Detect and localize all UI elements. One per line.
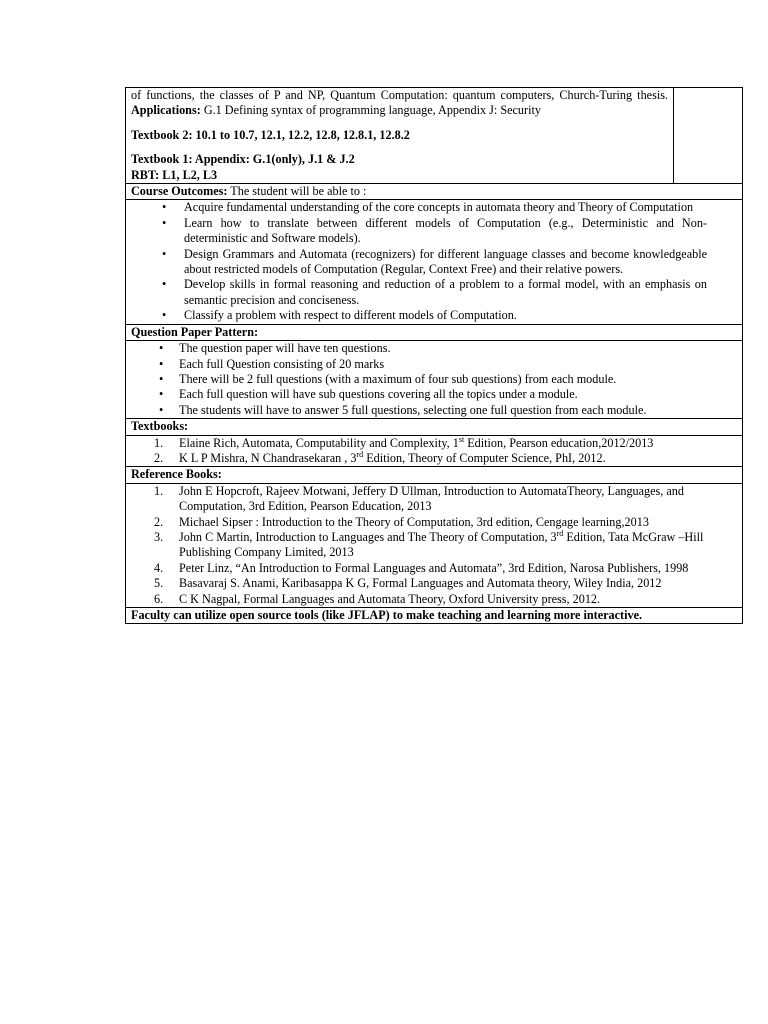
list-item: • Classify a problem with respect to different models of Computation. xyxy=(184,308,737,323)
reference-books-list xyxy=(131,484,737,607)
citation-text: Basavaraj S. Anami, Karibasappa K G, Formal Languages and Automata theory, Wiley India, 2012 xyxy=(179,576,662,591)
item-number: 1. xyxy=(154,435,164,450)
citation-text: John C Martin, Introduction to Languages and The Theory of Computation, 3 xyxy=(179,529,557,544)
course-outcomes-cell xyxy=(126,200,743,324)
course-outcomes-intro: The student will be able to : xyxy=(230,184,367,199)
item-number: 2. xyxy=(154,514,164,529)
course-outcomes-list xyxy=(131,200,737,323)
textbooks-row xyxy=(126,435,743,467)
footer-row xyxy=(126,608,743,624)
citation-text: Elaine Rich, Automata, Computability and Complexity, 1 xyxy=(179,435,459,450)
module-content-cell xyxy=(126,88,674,184)
applications-label: Applications: xyxy=(131,103,201,118)
rbt-levels: RBT: L1, L2, L3 xyxy=(131,167,218,182)
list-item xyxy=(154,528,737,561)
item-number: 4. xyxy=(154,560,164,575)
textbooks-list xyxy=(131,436,737,467)
module-description xyxy=(131,88,668,119)
reference-books-header: Reference Books: xyxy=(126,467,743,483)
item-number: 6. xyxy=(154,591,164,606)
list-item xyxy=(154,576,737,591)
citation-text-rest: Edition, Theory of Computer Science, PhI, 2012. xyxy=(363,450,606,465)
list-item xyxy=(154,483,737,515)
syllabus-table xyxy=(125,87,743,624)
list-item: • Design Grammars and Automata (recognizers) for different language classes and become knowledgeable about restricted models of Computation (Regular, Context Free) and their relative powers. xyxy=(184,247,737,278)
citation-text: John E Hopcroft, Rajeev Motwani, Jeffery D Ullman, Introduction to AutomataTheory, Languages, and Computation, 3rd Edition, Pearson Education, 2013 xyxy=(179,483,684,514)
citation-text: K L P Mishra, N Chandrasekaran , 3 xyxy=(179,450,357,465)
list-item xyxy=(154,434,737,451)
list-item: • There will be 2 full questions (with a maximum of four sub questions) from each module. xyxy=(179,372,737,387)
list-item: • Develop skills in formal reasoning and reduction of a problem to a formal model, with an emphasis on semantic precision and conciseness. xyxy=(184,277,737,308)
list-item xyxy=(154,514,737,530)
list-item xyxy=(154,449,737,466)
list-item: • The question paper will have ten questions. xyxy=(179,341,737,356)
course-outcomes-row xyxy=(126,200,743,324)
question-paper-header: Question Paper Pattern: xyxy=(126,324,743,340)
textbook1-reference: Textbook 1: Appendix: G.1(only), J.1 & J.2 xyxy=(131,152,355,167)
citation-text-rest: Edition, Tata McGraw –Hill Publishing Company Limited, 2013 xyxy=(179,529,704,560)
course-outcomes-header xyxy=(126,184,743,200)
list-item: • Learn how to translate between different models of Computation (e.g., Deterministic and Non-deterministic and Software models). xyxy=(184,216,737,247)
module-row xyxy=(126,88,743,184)
applications-text: G.1 Defining syntax of programming language, Appendix J: Security xyxy=(203,103,541,118)
question-paper-row xyxy=(126,341,743,419)
textbook2-reference: Textbook 2: 10.1 to 10.7, 12.1, 12.2, 12.8, 12.8.1, 12.8.2 xyxy=(131,127,410,142)
ordinal-suffix: rd xyxy=(556,528,564,538)
list-item: • Acquire fundamental understanding of the core concepts in automata theory and Theory of Computation xyxy=(184,200,737,215)
citation-text: Michael Sipser : Introduction to the Theory of Computation, 3rd edition, Cengage learning,2013 xyxy=(179,514,649,529)
hours-cell xyxy=(674,88,743,184)
question-paper-list xyxy=(131,341,737,418)
list-item xyxy=(154,560,737,576)
list-item: • The students will have to answer 5 full questions, selecting one full question from each module. xyxy=(179,403,737,418)
textbooks-header-row xyxy=(126,419,743,435)
reference-books-cell xyxy=(126,483,743,607)
question-paper-cell xyxy=(126,341,743,419)
citation-text: Peter Linz, “An Introduction to Formal Languages and Automata”, 3rd Edition, Narosa Publishers, 1998 xyxy=(179,560,689,575)
list-item: • Each full question will have sub questions covering all the topics under a module. xyxy=(179,387,737,402)
item-number: 3. xyxy=(154,529,164,544)
list-item xyxy=(154,591,737,607)
citation-text-rest: Edition, Pearson education,2012/2013 xyxy=(464,435,654,450)
list-item: • Each full Question consisting of 20 marks xyxy=(179,357,737,372)
ordinal-suffix: rd xyxy=(356,449,364,459)
textbooks-cell xyxy=(126,435,743,467)
module-intro-text: of functions, the classes of P and NP, Quantum Computation: quantum computers, Church-Turing thesis. xyxy=(131,88,668,102)
item-number: 5. xyxy=(154,576,164,591)
reference-books-row xyxy=(126,483,743,607)
reference-books-header-row xyxy=(126,467,743,483)
course-outcomes-header-row xyxy=(126,184,743,200)
faculty-note: Faculty can utilize open source tools (like JFLAP) to make teaching and learning more interactive. xyxy=(126,608,743,624)
item-number: 2. xyxy=(154,450,164,465)
ordinal-suffix: st xyxy=(458,434,465,444)
citation-text: C K Nagpal, Formal Languages and Automata Theory, Oxford University press, 2012. xyxy=(179,591,601,606)
item-number: 1. xyxy=(154,483,164,498)
course-outcomes-label: Course Outcomes: xyxy=(131,184,228,199)
question-paper-header-row xyxy=(126,324,743,340)
textbooks-header: Textbooks: xyxy=(126,419,743,435)
